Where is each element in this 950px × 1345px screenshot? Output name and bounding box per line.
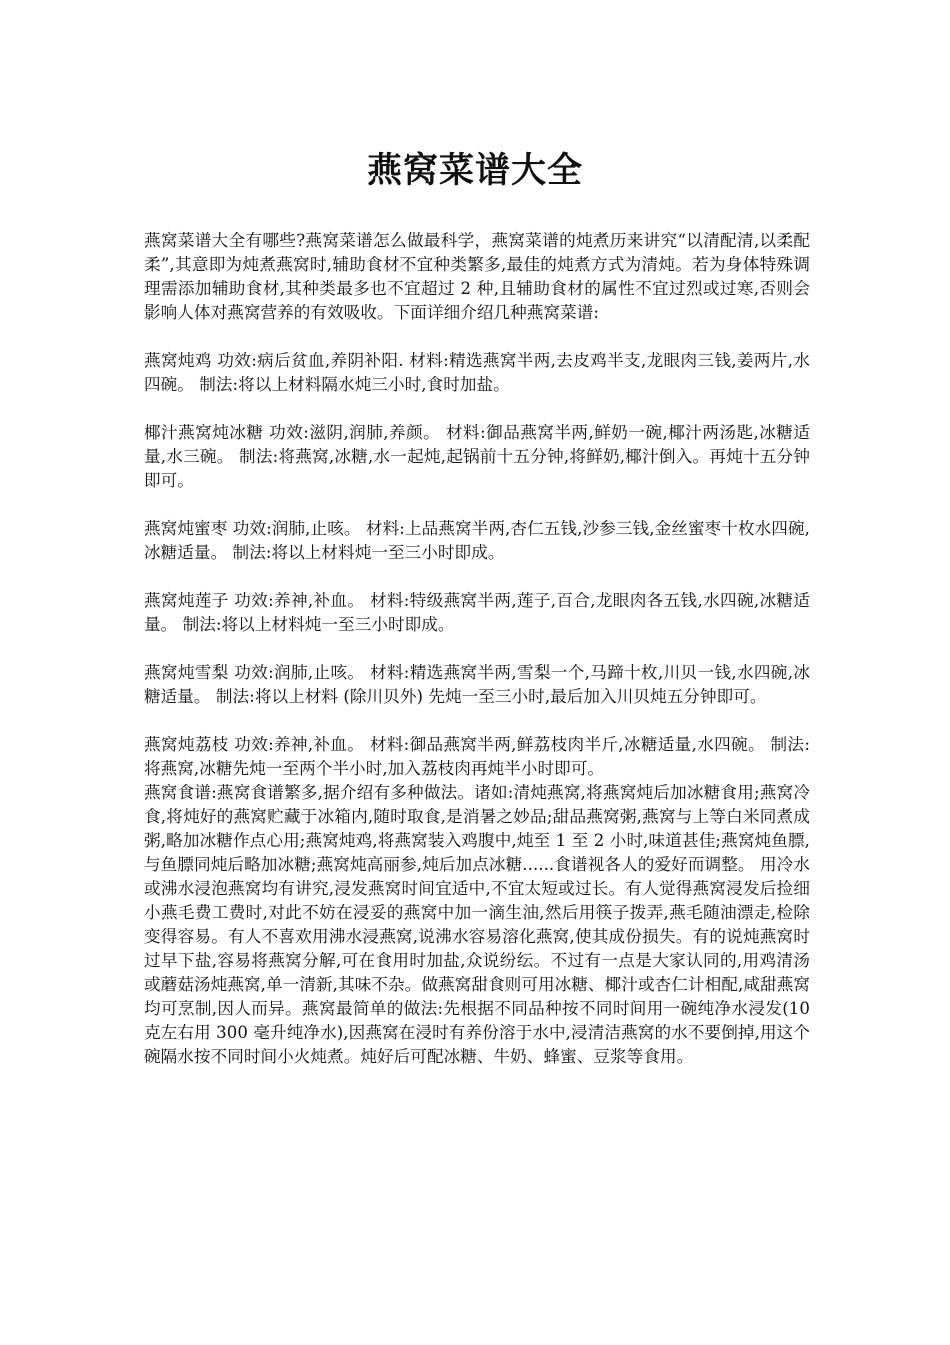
recipe-notes-paragraph: 燕窝食谱:燕窝食谱繁多,据介绍有多种做法。诸如:清炖燕窝,将燕窝炖后加冰糖食用;燕窝冷食,将炖好的燕窝贮藏于冰箱内,随时取食,是消暑之妙品;甜品燕窝粥,燕窝与上等白米同煮成粥,略加冰糖作点心用;燕窝炖鸡,将燕窝装入鸡腹中,炖至 1 至 2 小时,味道甚佳;燕窝炖鱼膘,与鱼膘同炖后略加冰糖;燕窝炖高丽参,炖后加点冰糖......食谱视各人的爱好而调整。 用冷水或沸水浸泡燕窝均有讲究,浸发燕窝时间宜适中,不宜太短或过长。有人觉得燕窝浸发后捡细小燕毛费工费时,对此不妨在浸妥的燕窝中加一滴生油,然后用筷子拨弄,燕毛随油漂走,检除变得容易。有人不喜欢用沸水浸燕窝,说沸水容易溶化燕窝,使其成份损失。有的说炖燕窝时过早下盐,容易将燕窝分解,可在食用时加盐,众说纷纭。不过有一点是大家认同的,用鸡清汤或蘑菇汤炖燕窝,单一清新,其味不杂。做燕窝甜食则可用冰糖、椰汁或杏仁计相配,咸甜燕窝均可烹制,因人而异。燕窝最简单的做法:先根据不同品种按不同时间用一碗纯净水浸发(10 克左右用 300 毫升纯净水),因燕窝在浸时有养份溶于水中,浸清洁燕窝的水不要倒掉,用这个碗隔水按不同时间小火炖煮。炖好后可配冰糖、牛奶、蜂蜜、豆浆等食用。: [144, 783, 810, 1066]
recipe-lychee: 燕窝炖荔枝 功效:养神,补血。 材料:御品燕窝半两,鲜荔枝肉半斤,冰糖适量,水四碗。 制法:将燕窝,冰糖先炖一至两个半小时,加入荔枝肉再炖半小时即可。: [144, 735, 810, 778]
document-title: 燕窝菜谱大全: [366, 150, 583, 191]
recipe-bird-nest-chicken: 燕窝炖鸡 功效:病后贫血,养阴补阳. 材料:精选燕窝半两,去皮鸡半支,龙眼肉三钱,姜两片,水四碗。 制法:将以上材料隔水炖三小时,食时加盐。: [144, 351, 810, 394]
recipe-snow-pear: 燕窝炖雪梨 功效:润肺,止咳。 材料:精选燕窝半两,雪梨一个,马蹄十枚,川贝一钱,水四碗,冰糖适量。 制法:将以上材料 (除川贝外) 先炖一至三小时,最后加入川贝炖五分钟即可。: [144, 663, 810, 706]
intro-paragraph: 燕窝菜谱大全有哪些?燕窝菜谱怎么做最科学，燕窝菜谱的炖煮历来讲究“以清配清,以柔配柔”,其意即为炖煮燕窝时,辅助食材不宜种类繁多,最佳的炖煮方式为清炖。若为身体特殊调理需添加辅助食材,其种类最多也不宜超过 2 种,且辅助食材的属性不宜过烈或过寒,否则会影响人体对燕窝营养的有效吸收。下面详细介绍几种燕窝菜谱:: [144, 231, 810, 322]
recipe-coconut-rock-sugar: 椰汁燕窝炖冰糖 功效:滋阴,润肺,养颜。 材料:御品燕窝半两,鲜奶一碗,椰汁两汤匙,冰糖适量,水三碗。 制法:将燕窝,冰糖,水一起炖,起锅前十五分钟,将鲜奶,椰汁倒入。再炖十五分钟即可。: [144, 423, 810, 490]
recipe-honey-date: 燕窝炖蜜枣 功效:润肺,止咳。 材料:上品燕窝半两,杏仁五钱,沙参三钱,金丝蜜枣十枚水四碗,冰糖适量。 制法:将以上材料炖一至三小时即成。: [144, 519, 810, 562]
document-body: [144, 229, 810, 1093]
recipe-lotus-seed: 燕窝炖莲子 功效:养神,补血。 材料:特级燕窝半两,莲子,百合,龙眼肉各五钱,水四碗,冰糖适量。 制法:将以上材料炖一至三小时即成。: [144, 591, 810, 634]
